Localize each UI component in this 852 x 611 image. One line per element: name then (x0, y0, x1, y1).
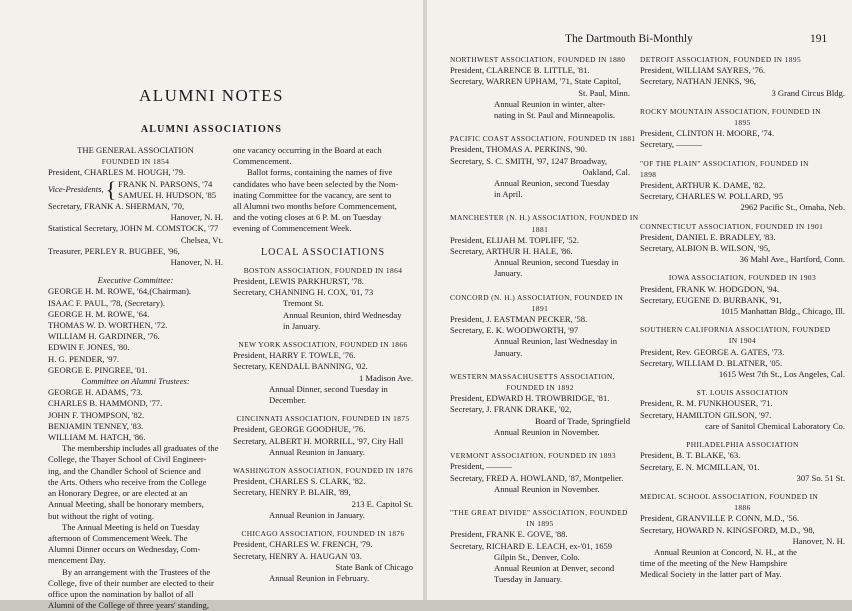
manchester-association (450, 212, 639, 279)
spacer (233, 521, 413, 528)
association-secretary: Secretary, HAMILTON GILSON, '97. (640, 409, 772, 420)
trustee-member: BENJAMIN TENNEY, '83. (48, 420, 144, 431)
stat-secretary: Statistical Secretary, JOHN M. COMSTOCK, '77 (48, 223, 219, 234)
association-secretary: Secretary, HOWARD N. KINGSFORD, M.D., '98, (640, 524, 815, 535)
spacer (450, 438, 630, 450)
exec-member: ISAAC F. PAUL, '78, (Secretary). (48, 297, 166, 308)
association-heading-cont: 1898 (640, 169, 657, 179)
association-secretary: Secretary, E. N. MCMILLAN, '01. (640, 461, 760, 472)
association-heading: MEDICAL SCHOOL ASSOCIATION, FOUNDED IN (640, 491, 819, 501)
association-address: 307 So. 51 St. (796, 472, 845, 483)
association-reunion: Annual Reunion at Denver, second (494, 562, 615, 573)
association-reunion: Annual Reunion in January. (269, 509, 365, 520)
vermont-association (450, 450, 630, 495)
association-president: President, DANIEL E. BRADLEY, '83. (640, 231, 776, 242)
association-reunion: in January. (283, 320, 321, 331)
northwest-association (450, 54, 630, 121)
text-line: Commencement. (233, 156, 292, 167)
text-line: inating Committee for the vacancy, are sent to (233, 189, 392, 200)
vp-label: Vice-Presidents, (48, 184, 104, 195)
of-the-plain-association (640, 158, 845, 214)
association-president: President, LEWIS PARKHURST, '78. (233, 276, 364, 287)
association-reunion: nating in St. Paul and Minneapolis. (494, 110, 616, 121)
text-line: all Alumni two months before Commencement, (233, 201, 397, 212)
spacer (640, 380, 845, 387)
association-heading: CINCINNATI ASSOCIATION, FOUNDED IN 1875 (236, 414, 410, 424)
association-president: President, EDWARD H. TROWBRIDGE, '81. (450, 393, 610, 404)
association-president: President, CLINTON H. MOORE, '74. (640, 128, 775, 139)
association-heading: NORTHWEST ASSOCIATION, FOUNDED IN 1880 (450, 55, 626, 64)
exec-member: H. G. PENDER, '97. (48, 353, 120, 364)
association-heading: "THE GREAT DIVIDE" ASSOCIATION, FOUNDED (450, 507, 628, 517)
association-president: President, FRANK E. GOVE, '88. (450, 529, 568, 540)
association-secretary: Secretary, HENRY P. BLAIR, '89, (233, 487, 351, 498)
exec-member: GEORGE H. M. ROWE, '64,(Chairman). (48, 286, 192, 297)
text-line: but without the right of voting. (48, 510, 154, 521)
text-line: one vacancy occurring in the Board at each (233, 145, 382, 155)
association-secretary: Secretary, ALBION B. WILSON, '95, (640, 243, 771, 254)
text-line: Alumni of the College of three years' standing, (48, 600, 209, 611)
association-reunion: time of the meeting of the New Hampshire (640, 558, 788, 569)
association-heading: MANCHESTER (N. H.) ASSOCIATION, FOUNDED IN (450, 213, 639, 223)
association-reunion: Annual Reunion in November. (494, 426, 600, 437)
spacer (640, 265, 845, 272)
trustee-member: WILLIAM M. HATCH, '86. (48, 432, 146, 443)
text-line: Annual Meeting, shall be honorary members, (48, 499, 204, 510)
text-line: candidates who have been selected by the Nom- (233, 178, 399, 189)
association-reunion: in April. (494, 189, 523, 200)
association-address: Hanover, N. H. (792, 535, 845, 546)
association-president: President, R. M. FUNKHOUSER, '71. (640, 398, 773, 409)
association-reunion: Annual Reunion in February. (269, 572, 370, 583)
exec-heading: Executive Committee: (97, 275, 174, 286)
general-secretary: Secretary, FRANK A. SHERMAN, '70, (48, 201, 185, 212)
southern-california-association (640, 324, 845, 380)
association-heading: "OF THE PLAIN" ASSOCIATION, FOUNDED IN (640, 158, 809, 168)
association-secretary: Secretary, ——— (640, 139, 702, 150)
association-reunion: January. (494, 347, 523, 358)
iowa-association (640, 272, 845, 317)
text-line: office upon the nomination by ballot of all (48, 588, 194, 599)
association-address: care of Sanitol Chemical Laboratory Co. (705, 420, 845, 431)
association-president: President, GEORGE GOODHUE, '76. (233, 424, 366, 435)
text-line: afternoon of Commencement Week. The (48, 532, 188, 543)
exec-member: GEORGE E. PINGREE, '01. (48, 364, 148, 375)
association-reunion: Annual Reunion, second Tuesday (494, 178, 610, 189)
philadelphia-association (640, 439, 845, 484)
spacer (450, 200, 630, 212)
association-heading-cont: IN 1904 (728, 336, 757, 346)
text-line: College, the Thayer School of Civil Engineer- (48, 454, 207, 465)
association-president: President, GRANVILLE P. CONN, M.D., '56. (640, 513, 800, 524)
newyork-association (233, 339, 413, 406)
association-secretary: Secretary, WILLIAM D. BLATNER, '05. (640, 357, 783, 368)
right-column-2 (640, 54, 845, 581)
spacer (48, 268, 223, 275)
association-secretary: Secretary, NATHAN JENKS, '96, (640, 76, 757, 87)
association-address: State Bank of Chicago (335, 561, 413, 572)
association-reunion: Annual Reunion, third Wednesday (283, 309, 402, 320)
association-heading: NEW YORK ASSOCIATION, FOUNDED IN 1866 (238, 340, 408, 350)
spacer (233, 406, 413, 413)
exec-member: EDWIN F. JONES, '80. (48, 342, 130, 353)
association-address: Oakland, Cal. (582, 166, 630, 177)
association-heading: PACIFIC COAST ASSOCIATION, FOUNDED IN 1881 (450, 134, 636, 144)
rocky-mountain-association (640, 106, 845, 151)
association-address: 1615 West 7th St., Los Angeles, Cal. (718, 369, 845, 380)
association-address: 213 E. Capitol St. (351, 498, 413, 509)
detroit-association (640, 54, 845, 99)
association-heading: ROCKY MOUNTAIN ASSOCIATION, FOUNDED IN (640, 106, 821, 116)
association-secretary: Secretary, E. K. WOODWORTH, '97 (450, 325, 579, 336)
association-heading: BOSTON ASSOCIATION, FOUNDED IN 1864 (243, 265, 403, 275)
cincinnati-association (233, 413, 413, 458)
association-heading: WESTERN MASSACHUSETTS ASSOCIATION, (450, 371, 615, 381)
right-column-1 (450, 54, 639, 585)
general-president: President, CHARLES M. HOUGH, '79. (48, 167, 186, 178)
concord-association (450, 292, 630, 359)
association-reunion: Tuesday in January. (494, 574, 563, 585)
association-secretary: Secretary, RICHARD E. LEACH, ex-'01, 1659 (450, 540, 613, 551)
spacer (233, 458, 413, 465)
text-line: an Honorary Degree, or are elected at an (48, 488, 188, 499)
vp-2: SAMUEL H. HUDSON, '85 (118, 189, 217, 200)
association-address: 2962 Pacific St., Omaha, Neb. (740, 202, 845, 213)
vp-1: FRANK N. PARSONS, '74 (118, 178, 213, 189)
association-reunion: Annual Dinner, second Tuesday in (269, 383, 388, 394)
boston-association (233, 265, 413, 332)
trustee-member: CHARLES B. HAMMOND, '77. (48, 398, 163, 409)
association-reunion: Annual Reunion in November. (494, 483, 600, 494)
association-secretary: Secretary, FRED A. HOWLAND, '87, Montpelier. (450, 472, 624, 483)
association-address: Board of Trade, Springfield (534, 415, 630, 426)
text-line: mencement Day. (48, 555, 106, 566)
spacer (233, 258, 413, 265)
trustee-member: JOHN F. THOMPSON, '82. (48, 409, 145, 420)
association-address: 36 Mahl Ave., Hartford, Conn. (739, 254, 845, 265)
text-line: College, five of their number are elected to their (48, 577, 214, 588)
local-associations-heading: LOCAL ASSOCIATIONS (260, 246, 386, 258)
association-heading-cont: IN 1895 (526, 519, 554, 529)
section-subtitle: ALUMNI ASSOCIATIONS (140, 124, 283, 135)
association-reunion: Annual Reunion at Concord, N. H., at the (654, 546, 797, 557)
left-column-1 (48, 145, 223, 611)
association-heading: PHILADELPHIA ASSOCIATION (686, 440, 799, 450)
general-heading: THE GENERAL ASSOCIATION (77, 145, 194, 155)
association-reunion: Annual Reunion, second Tuesday in (494, 257, 619, 268)
general-founded: FOUNDED IN 1854 (101, 157, 170, 167)
association-secretary: Secretary, KENDALL BANNING, '02. (233, 361, 368, 372)
spacer (450, 495, 630, 507)
association-president: President, Rev. GEORGE A. GATES, '73. (640, 346, 785, 357)
association-president: President, WILLIAM SAYRES, '76. (640, 65, 766, 76)
page-title: ALUMNI NOTES (138, 86, 285, 105)
association-secretary: Secretary, ALBERT H. MORRILL, '97, City Hall (233, 435, 404, 446)
association-president: President, FRANK W. HODGDON, '94. (640, 283, 780, 294)
association-secretary: Secretary, HENRY A. HAUGAN '03. (233, 550, 362, 561)
association-reunion: December. (269, 395, 306, 406)
text-line: ing, and the Chandler School of Science and (48, 465, 201, 476)
association-heading: CONNECTICUT ASSOCIATION, FOUNDED IN 1901 (640, 221, 824, 231)
st-louis-association (640, 387, 845, 432)
brace-glyph: { (105, 176, 117, 202)
text-line: evening of Commencement Week. (233, 223, 352, 234)
association-address: Gilpin St., Denver, Colo. (494, 551, 580, 562)
text-line: The membership includes all graduates of the (62, 443, 219, 454)
spacer (640, 214, 845, 221)
association-heading-cont: FOUNDED IN 1892 (506, 383, 574, 393)
association-president: President, CHARLES S. CLARK, '82. (233, 476, 366, 487)
pacific-association (450, 133, 636, 200)
running-head: The Dartmouth Bi-Monthly (565, 33, 693, 45)
association-heading-cont: 1881 (531, 224, 549, 234)
association-address: St. Paul, Minn. (578, 87, 630, 98)
association-heading-cont: 1891 (531, 303, 549, 313)
association-reunion: Annual Reunion in January. (269, 446, 365, 457)
association-heading-cont: 1886 (734, 503, 751, 513)
spacer (640, 99, 845, 106)
exec-member: WILLIAM H. GARDINER, '76. (48, 331, 160, 342)
exec-list (48, 286, 223, 376)
association-president: President, ELIJAH M. TOPLIFF, '52. (450, 234, 579, 245)
association-president: President, J. EASTMAN PECKER, '58. (450, 314, 588, 325)
association-address: 3 Grand Circus Bldg. (771, 87, 845, 98)
association-heading: ST. LOUIS ASSOCIATION (696, 388, 789, 398)
association-secretary: Secretary, CHARLES W. POLLARD, '95 (640, 191, 784, 202)
exec-member: GEORGE H. M. ROWE, '64. (48, 308, 150, 319)
great-divide-association (450, 507, 630, 585)
association-president: President, CLARENCE B. LITTLE, '81. (450, 65, 590, 76)
spacer (450, 359, 630, 371)
spacer (640, 484, 845, 491)
page-number: 191 (810, 33, 828, 45)
exec-member: THOMAS W. D. WORTHEN, '72. (48, 320, 168, 331)
association-heading-cont: 1895 (734, 118, 751, 128)
text-line: and the voting closes at 6 P. M. on Tuesday (233, 212, 382, 223)
association-secretary: Secretary, WARREN UPHAM, '71, State Capitol, (450, 76, 622, 87)
spacer (640, 151, 845, 158)
text-line: the Arts. Others who receive from the College (48, 476, 207, 487)
left-page (0, 0, 423, 611)
vp-names (118, 179, 216, 201)
association-address: Tremont St. (283, 298, 324, 309)
treasurer-loc: Hanover, N. H. (170, 257, 223, 268)
association-president: President, ARTHUR K. DAME, '82. (640, 180, 766, 191)
spacer (233, 332, 413, 339)
spacer (640, 432, 845, 439)
left-column-2 (233, 145, 413, 584)
general-secretary-loc: Hanover, N. H. (170, 212, 223, 223)
meeting-paragraph (48, 522, 223, 567)
association-secretary: Secretary, EUGENE D. BURBANK, '91, (640, 294, 782, 305)
spacer (233, 235, 413, 247)
association-address: 1 Madison Ave. (358, 372, 413, 383)
spacer (450, 121, 630, 133)
text-line: The Annual Meeting is held on Tuesday (62, 521, 200, 532)
spacer (450, 280, 630, 292)
association-heading: VERMONT ASSOCIATION, FOUNDED IN 1893 (450, 451, 616, 461)
spacer (640, 317, 845, 324)
stat-secretary-loc: Chelsea, Vt. (180, 234, 223, 245)
association-heading: DETROIT ASSOCIATION, FOUNDED IN 1895 (640, 55, 802, 64)
association-heading: SOUTHERN CALIFORNIA ASSOCIATION, FOUNDED (640, 325, 831, 335)
association-president: President, THOMAS A. PERKINS, '90. (450, 144, 587, 155)
association-president: President, HARRY F. TOWLE, '76. (233, 350, 356, 361)
association-reunion: Annual Reunion, last Wednesday in (494, 336, 618, 347)
trustee-list (48, 387, 223, 443)
text-line: By an arrangement with the Trustees of the (62, 566, 211, 577)
membership-paragraph (48, 443, 223, 521)
association-president: President, ——— (450, 461, 513, 472)
association-secretary: Secretary, ARTHUR H. HALE, '86. (450, 246, 573, 257)
association-president: President, B. T. BLAKE, '63. (640, 450, 741, 461)
association-heading: IOWA ASSOCIATION, FOUNDED IN 1903 (668, 273, 817, 283)
text-line: Ballot forms, containing the names of five (247, 167, 393, 178)
trustee-paragraph (48, 567, 223, 611)
association-president: President, CHARLES W. FRENCH, '79. (233, 539, 373, 550)
association-heading: CONCORD (N. H.) ASSOCIATION, FOUNDED IN (450, 292, 624, 302)
association-reunion: Medical Society in the latter part of May. (640, 569, 782, 580)
treasurer: Treasurer, PERLEY R. BUGBEE, '96, (48, 245, 180, 256)
trustee-heading: Committee on Alumni Trustees: (81, 376, 190, 387)
association-secretary: Secretary, J. FRANK DRAKE, '02, (450, 404, 572, 415)
chicago-association (233, 528, 413, 584)
vice-presidents (48, 176, 223, 202)
washington-association (233, 465, 413, 521)
association-heading: WASHINGTON ASSOCIATION, FOUNDED IN 1876 (233, 466, 413, 476)
association-address: 1015 Manhattan Bldg., Chicago, Ill. (720, 306, 845, 317)
text-line: Alumni Dinner occurs on Wednesday, Com- (48, 544, 201, 555)
trustee-member: GEORGE H. ADAMS, '73. (48, 387, 143, 398)
western-mass-association (450, 371, 630, 438)
association-reunion: January. (494, 268, 523, 279)
association-secretary: Secretary, CHANNING H. COX, '01, 73 (233, 287, 374, 298)
medical-school-association (640, 491, 845, 581)
connecticut-association (640, 221, 845, 266)
association-heading: CHICAGO ASSOCIATION, FOUNDED IN 1876 (241, 529, 405, 539)
association-secretary: Secretary, S. C. SMITH, '97, 1247 Broadway, (450, 155, 608, 166)
association-reunion: Annual Reunion in winter, alter- (494, 98, 606, 109)
